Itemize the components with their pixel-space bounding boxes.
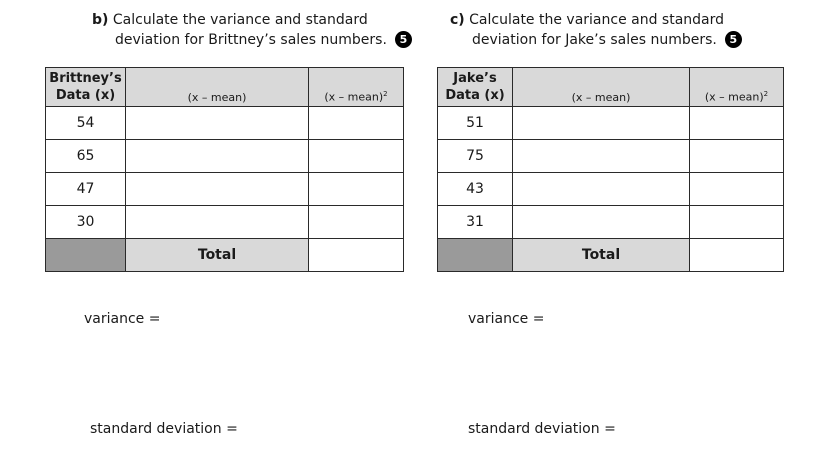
squared-deviation-column-header: (x – mean)$^2$ <box>309 68 404 107</box>
table-row <box>46 107 404 140</box>
question-tag: b) <box>92 12 109 28</box>
squared-answer-cell[interactable] <box>690 206 784 239</box>
data-value-cell: 30 <box>46 206 126 239</box>
deviation-answer-cell[interactable] <box>126 173 309 206</box>
prompt-b <box>92 10 412 50</box>
jake-table <box>437 67 784 272</box>
point-marker-icon: 5 <box>725 31 742 48</box>
table-row <box>46 206 404 239</box>
deviation-column-header: (x – mean) <box>126 68 309 107</box>
sd-label-b: standard deviation = <box>90 421 238 437</box>
total-answer-cell[interactable] <box>690 239 784 272</box>
table-row <box>438 140 784 173</box>
prompt-c <box>450 10 742 50</box>
prompt-line-1: Calculate the variance and standard <box>469 12 725 28</box>
squared-answer-cell[interactable] <box>309 206 404 239</box>
prompt-line-2: deviation for Jake’s sales numbers. <box>472 32 717 48</box>
deviation-answer-cell[interactable] <box>126 206 309 239</box>
data-value-cell: 75 <box>438 140 513 173</box>
data-value-cell: 51 <box>438 107 513 140</box>
question-tag: c) <box>450 12 465 28</box>
data-value-cell: 54 <box>46 107 126 140</box>
deviation-answer-cell[interactable] <box>513 206 690 239</box>
data-value-cell: 65 <box>46 140 126 173</box>
data-value-cell: 31 <box>438 206 513 239</box>
table-header-row <box>46 68 404 107</box>
variance-label-b: variance = <box>84 311 161 327</box>
deviation-column-header: (x – mean) <box>513 68 690 107</box>
total-label: Total <box>126 239 309 272</box>
variance-label-c: variance = <box>468 311 545 327</box>
squared-answer-cell[interactable] <box>690 173 784 206</box>
sd-label-c: standard deviation = <box>468 421 616 437</box>
prompt-line-2: deviation for Brittney’s sales numbers. <box>115 32 387 48</box>
shaded-cell <box>438 239 513 272</box>
squared-answer-cell[interactable] <box>309 140 404 173</box>
data-value-cell: 43 <box>438 173 513 206</box>
table-row <box>46 140 404 173</box>
table-row <box>438 107 784 140</box>
prompt-line-1: Calculate the variance and standard <box>112 12 368 28</box>
squared-answer-cell[interactable] <box>309 107 404 140</box>
data-column-header: Brittney’s Data (x) <box>46 68 126 107</box>
total-answer-cell[interactable] <box>309 239 404 272</box>
point-marker-icon: 5 <box>395 31 412 48</box>
squared-answer-cell[interactable] <box>690 107 784 140</box>
total-label: Total <box>513 239 690 272</box>
table-header-row <box>438 68 784 107</box>
deviation-answer-cell[interactable] <box>513 140 690 173</box>
brittney-table <box>45 67 404 272</box>
table-row <box>438 173 784 206</box>
squared-answer-cell[interactable] <box>309 173 404 206</box>
squared-deviation-column-header: (x – mean)$^2$ <box>690 68 784 107</box>
table-row <box>46 173 404 206</box>
data-column-header: Jake’s Data (x) <box>438 68 513 107</box>
shaded-cell <box>46 239 126 272</box>
table-row <box>438 206 784 239</box>
total-row <box>438 239 784 272</box>
deviation-answer-cell[interactable] <box>513 107 690 140</box>
deviation-answer-cell[interactable] <box>126 140 309 173</box>
data-value-cell: 47 <box>46 173 126 206</box>
deviation-answer-cell[interactable] <box>126 107 309 140</box>
deviation-answer-cell[interactable] <box>513 173 690 206</box>
total-row <box>46 239 404 272</box>
squared-answer-cell[interactable] <box>690 140 784 173</box>
